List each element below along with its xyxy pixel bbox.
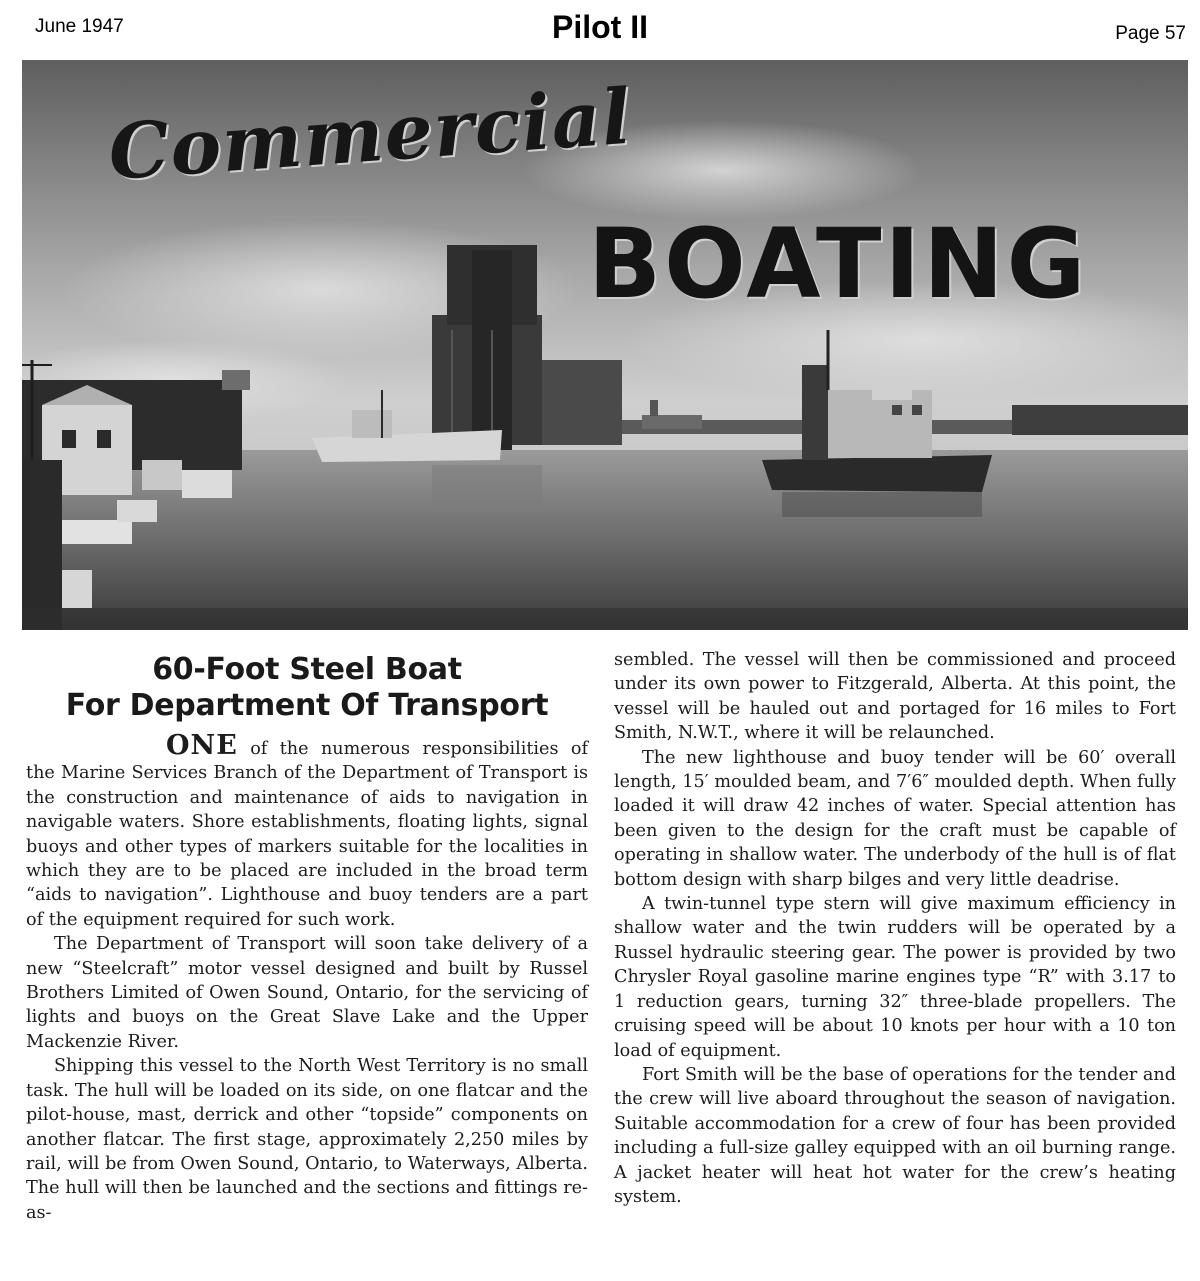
headline-line-1: 60-Foot Steel Boat: [152, 652, 462, 687]
article-body: [26, 648, 1176, 1258]
page-header: [0, 0, 1200, 58]
paragraph-3: Shipping this vessel to the North West Territory is no small task. The hull will be loaded on its side, on one flatcar and the pilot-house, mast, derrick and other “topside” components on another flatcar. The first stage, approximately 2,250 miles by rail, will be from Owen Sound, Ontario, to Waterways, Alberta. The hull will then be launched and the sections and fittings re-as-: [26, 1056, 588, 1223]
paragraph-5: A twin-tunnel type stern will give maximum efficiency in shallow water and the twin rudders will be operated by a Russel hydraulic steering gear. The power is provided by two Chrysler Royal gasoline marine engines type “R” with 3.17 to 1 reduction gears, turning 32″ three-blade propellers. The cruising speed will be about 10 knots per hour with a 10 ton load of equipment.: [614, 894, 1176, 1061]
banner-block-title: BOATING: [588, 208, 1089, 320]
paragraph-4: The new lighthouse and buoy tender will be 60′ overall length, 15′ moulded beam, and 7′6″ moulded depth. When fully loaded it will draw 42 inches of water. Special attention has been given to the design for the craft must be capable of operating in shallow water. The underbody of the hull is of flat bottom design with sharp bilges and very little deadrise.: [614, 747, 1176, 890]
article-column-left: [26, 648, 588, 1225]
magazine-title: Pilot II: [552, 9, 648, 45]
paragraph-1: [26, 730, 588, 932]
article-headline: [26, 652, 588, 724]
headline-line-2: For Department Of Transport: [65, 688, 549, 723]
paragraph-1-text: of the numerous responsibilities of the Marine Services Branch of the Department of Transport is the construction and maintenance of aids to navigation in navigable waters. Shore establishments, floating lights, signal buoys and other types of markers suitable for the localities in which they are to be placed are included in the broad term “aids to navigation”. Lighthouse and buoy tenders are a part of the equipment required for such work.: [26, 739, 588, 930]
banner-script-title: Commercial: [105, 71, 635, 197]
lead-word: ONE: [166, 730, 238, 761]
article-column-right: [614, 648, 1176, 1209]
page-number: Page 57: [1115, 23, 1186, 44]
paragraph-3-continued: sembled. The vessel will then be commissioned and proceed under its own power to Fitzgerald, Alberta. At this point, the vessel will be hauled out and portaged for 16 miles to Fort Smith, N.W.T., where it will be relaunched.: [614, 650, 1176, 744]
issue-date: June 1947: [35, 16, 124, 37]
harbor-photo-banner: [22, 60, 1188, 630]
paragraph-6: Fort Smith will be the base of operations for the tender and the crew will live aboard throughout the season of navigation. Suitable accommodation for a crew of four has been provided including a full-size galley equipped with an oil burning range. A jacket heater will heat hot water for the crew’s heating system.: [614, 1064, 1176, 1207]
paragraph-2: The Department of Transport will soon take delivery of a new “Steelcraft” motor vessel designed and built by Russel Brothers Limited of Owen Sound, Ontario, for the servicing of lights and buoys on the Great Slave Lake and the Upper Mackenzie River.: [26, 934, 588, 1052]
